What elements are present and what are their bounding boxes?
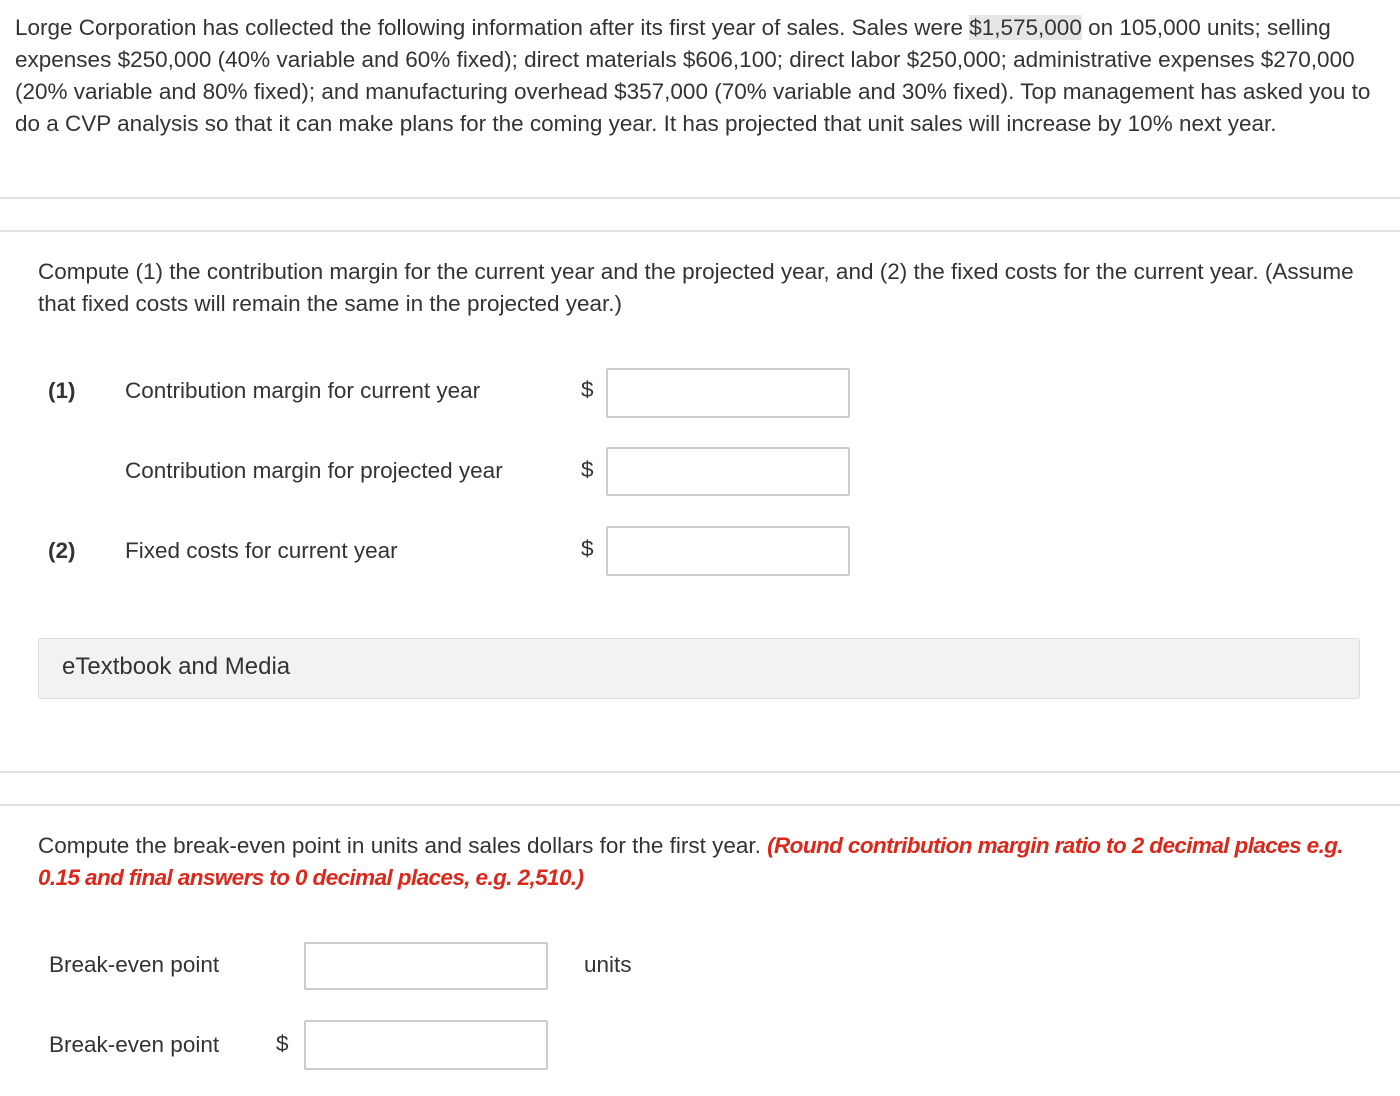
section-divider bbox=[0, 804, 1400, 806]
rounding-note: (Round contribution margin ratio to 2 decimal places e.g. 0.15 and final answers to 0 decimal places, e.g. 2,510.) bbox=[38, 833, 1344, 890]
breakeven-units-input[interactable] bbox=[304, 942, 548, 990]
problem-text-end: on 105,000 units; selling expenses $250,000 (40% variable and 60% fixed); direct materials $606,100; direct labor $250,000; administrative expenses $270,000 (20% variable and 80% fixed); and manufacturing overhead $357,000 (70% variable and 30% fixed). Top management has asked you to do a CVP analysis so that it can make plans for the coming year. It has projected that unit sales will increase by 10% next year. bbox=[15, 15, 1371, 136]
breakeven-dollars-label: Break-even point bbox=[49, 1032, 220, 1057]
currency-symbol: $ bbox=[581, 536, 594, 561]
etextbook-media-button[interactable] bbox=[38, 638, 1360, 699]
breakeven-dollars-input[interactable] bbox=[304, 1020, 548, 1070]
row-number: (1) bbox=[48, 378, 76, 403]
part2-instructions-text: Compute the break-even point in units and sales dollars for the first year. bbox=[38, 833, 768, 858]
currency-symbol: $ bbox=[581, 457, 594, 482]
cm-current-label: Contribution margin for current year bbox=[125, 378, 481, 403]
row-number: (2) bbox=[48, 538, 76, 563]
problem-statement bbox=[15, 12, 1390, 140]
section-divider bbox=[0, 230, 1400, 232]
fixed-costs-input[interactable] bbox=[606, 526, 850, 576]
section-divider bbox=[0, 197, 1400, 199]
currency-symbol: $ bbox=[276, 1031, 289, 1056]
problem-text-start: Lorge Corporation has collected the following information after its first year of sales. Sales were bbox=[15, 15, 970, 40]
part1-instructions: Compute (1) the contribution margin for the current year and the projected year, and (2) the fixed costs for the current year. (Assume that fixed costs will remain the same in the projected year.) bbox=[38, 259, 1354, 316]
section-divider bbox=[0, 771, 1400, 773]
etextbook-media-label: eTextbook and Media bbox=[62, 653, 291, 680]
breakeven-units-label: Break-even point bbox=[49, 952, 220, 977]
cm-projected-label: Contribution margin for projected year bbox=[125, 458, 503, 483]
cm-current-input[interactable] bbox=[606, 368, 850, 418]
highlighted-sales-amount: $1,575,000 bbox=[969, 15, 1082, 40]
cm-projected-input[interactable] bbox=[606, 447, 850, 496]
currency-symbol: $ bbox=[581, 377, 594, 402]
part2-instructions bbox=[38, 830, 1368, 894]
units-label: units bbox=[584, 952, 632, 977]
fixed-costs-label: Fixed costs for current year bbox=[125, 538, 398, 563]
